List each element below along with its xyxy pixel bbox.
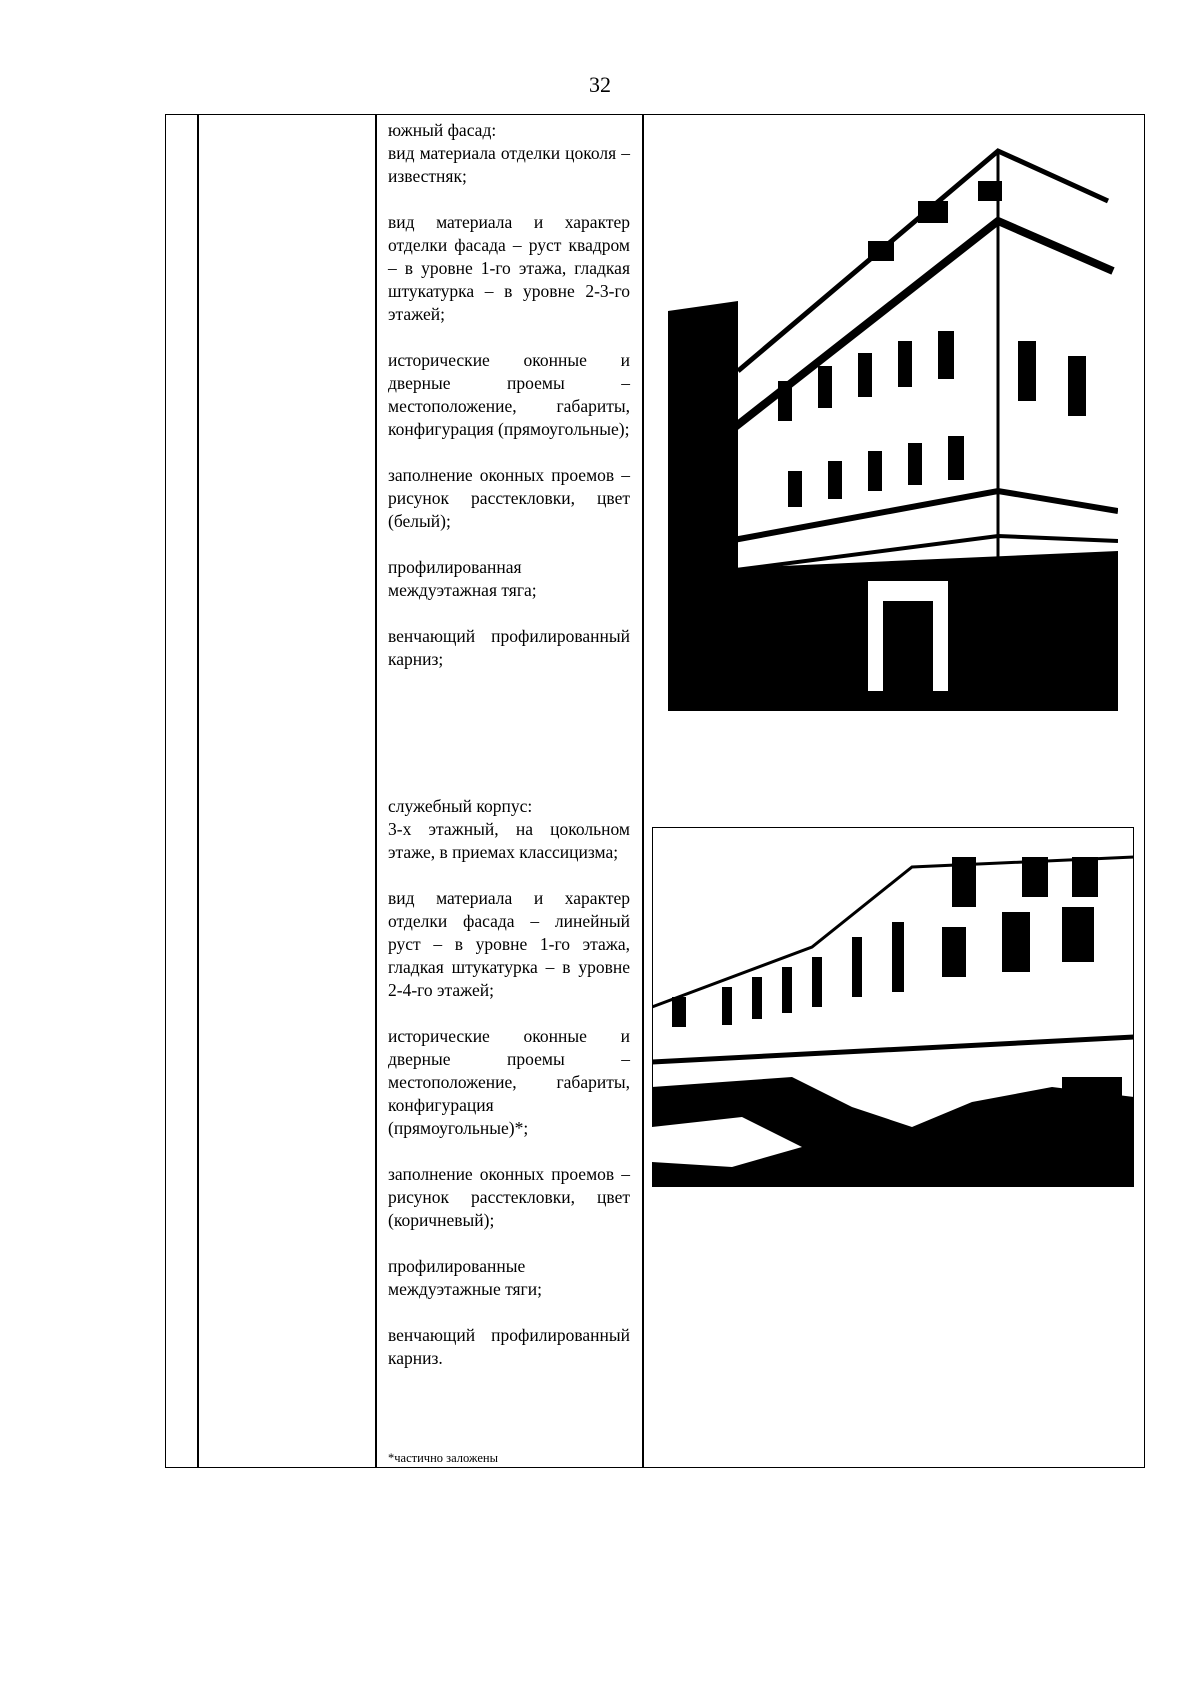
service-building-item: вид материала и характер отделки фасада – линейный руст – в уровне 1-го этажа, гладкая штукатурка – в уровне 2-4-го этажей; bbox=[388, 888, 630, 1000]
service-building-item: заполнение оконных проемов – рисунок расстекловки, цвет (коричневый); bbox=[388, 1164, 630, 1230]
column-divider bbox=[375, 115, 377, 1467]
south-facade-photo bbox=[668, 131, 1118, 711]
service-building-photo bbox=[652, 827, 1134, 1187]
south-facade-description bbox=[388, 119, 630, 694]
column-divider bbox=[197, 115, 199, 1467]
south-facade-heading: южный фасад: bbox=[388, 120, 497, 140]
south-facade-item: вид материала отделки цоколя – известняк; bbox=[388, 143, 630, 186]
footnote: *частично заложены bbox=[388, 1451, 499, 1465]
service-building-intro: 3-х этажный, на цокольном этаже, в приемах классицизма; bbox=[388, 819, 630, 862]
service-building-item: венчающий профилированный карниз. bbox=[388, 1325, 630, 1368]
building-photo-graphic bbox=[652, 827, 1134, 1187]
page-number: 32 bbox=[589, 72, 611, 97]
service-building-item: исторические оконные и дверные проемы – местоположение, габариты, конфигурация (прямоугольные)*; bbox=[388, 1026, 630, 1138]
column-divider bbox=[642, 115, 644, 1467]
service-building-heading: служебный корпус: bbox=[388, 796, 533, 816]
south-facade-item: исторические оконные и дверные проемы – местоположение, габариты, конфигурация (прямоугольные); bbox=[388, 350, 630, 439]
service-building-description bbox=[388, 795, 630, 1393]
south-facade-item: вид материала и характер отделки фасада – руст квадром – в уровне 1-го этажа, гладкая штукатурка – в уровне 2-3-го этажей; bbox=[388, 212, 630, 324]
south-facade-item: заполнение оконных проемов – рисунок расстекловки, цвет (белый); bbox=[388, 465, 630, 531]
service-building-item: профилированные междуэтажные тяги; bbox=[388, 1256, 542, 1299]
building-photo-graphic bbox=[668, 131, 1118, 711]
south-facade-item: профилированная междуэтажная тяга; bbox=[388, 557, 537, 600]
south-facade-item: венчающий профилированный карниз; bbox=[388, 626, 630, 669]
document-table bbox=[165, 114, 1145, 1468]
